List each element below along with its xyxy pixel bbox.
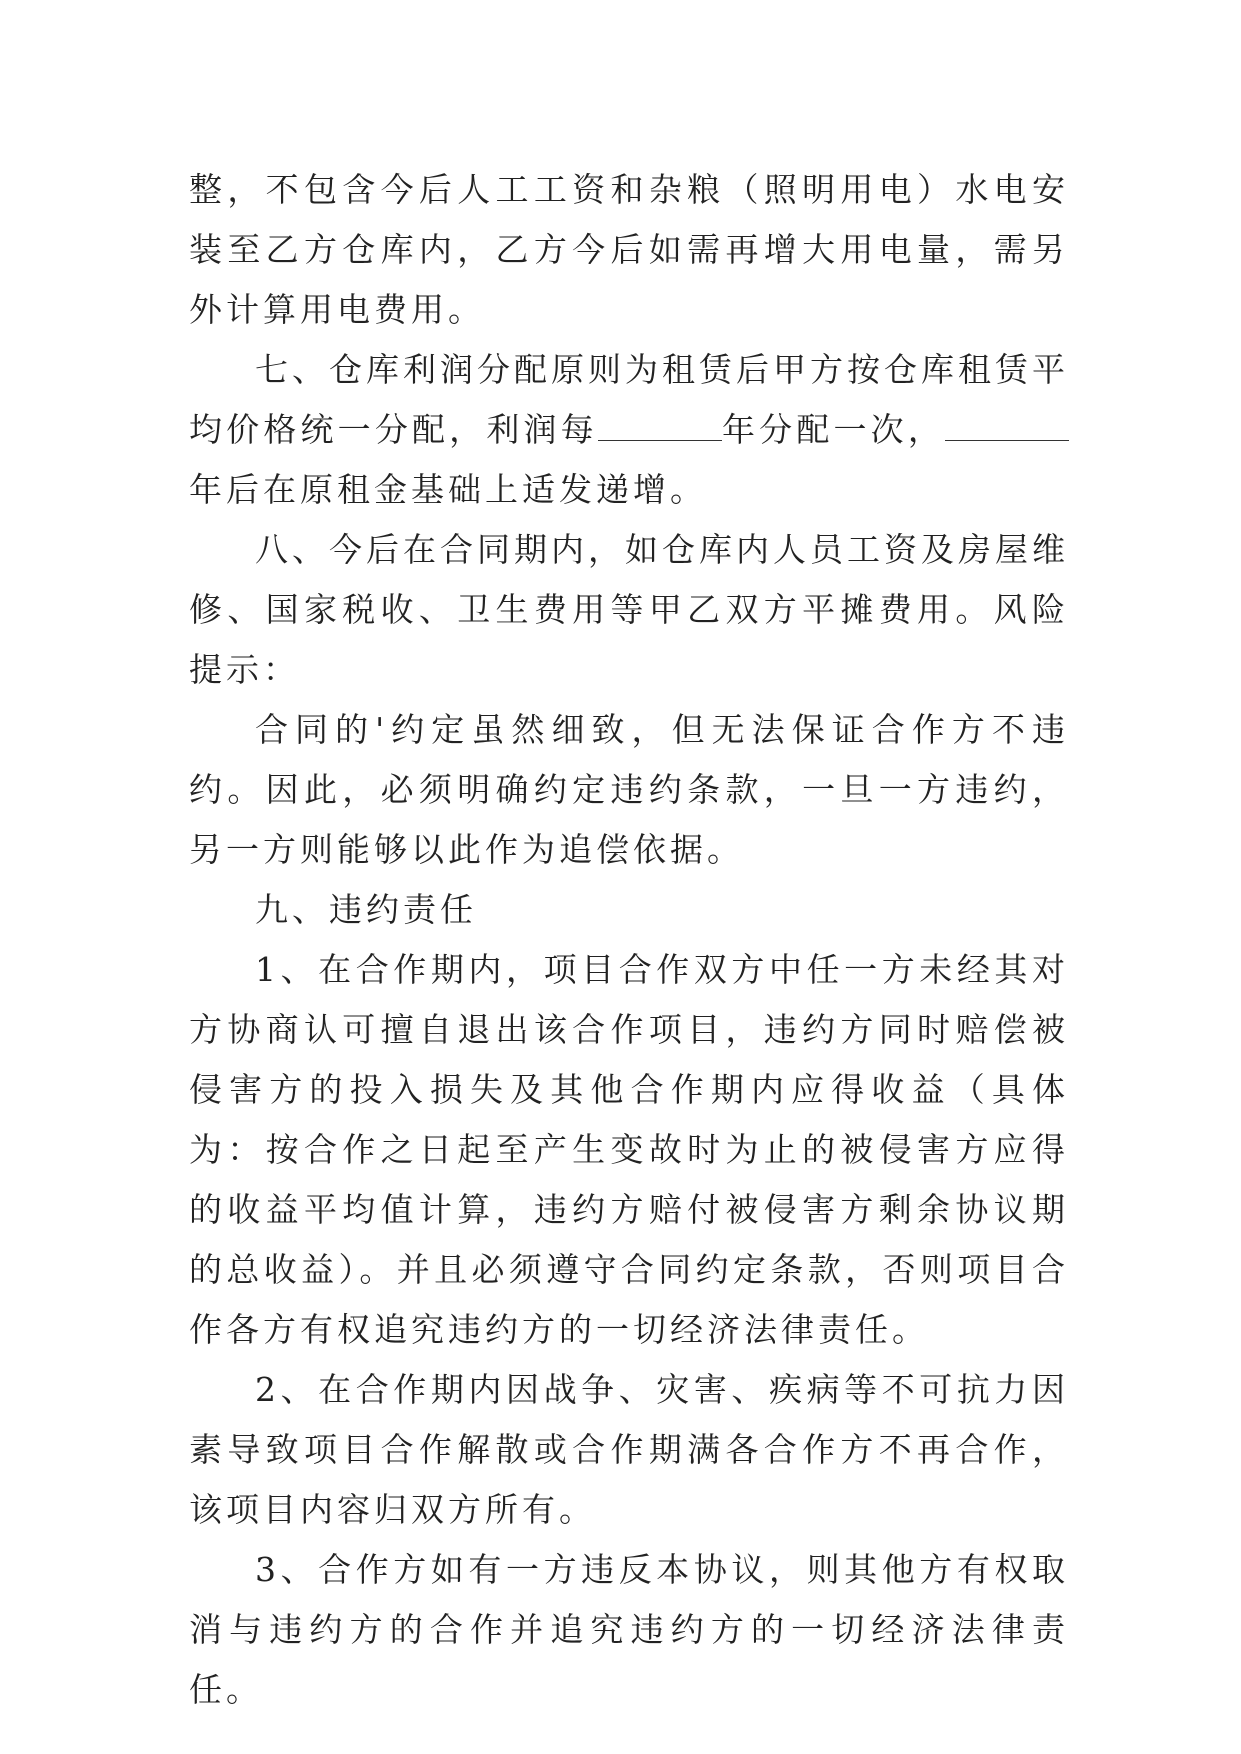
profit-clause-text-start: 七、仓库利润分配原则为租赁后甲方按仓库租赁平均价格统一分配，利润每 (189, 350, 1069, 449)
section-heading-breach-liability: 九、违约责任 (255, 890, 477, 929)
clause-2-force-majeure: 2、在合作期内因战争、灾害、疾病等不可抗力因素导致项目合作解散或合作期满各合作方不再合作，该项目内容归双方所有。 (189, 1370, 1069, 1529)
profit-clause-text-end: 年后在原租金基础上适发递增。 (189, 470, 707, 509)
blank-years-distribution (598, 400, 722, 441)
paragraph-profit-distribution (189, 340, 1069, 520)
paragraph-shared-costs: 八、今后在合同期内，如仓库内人员工资及房屋维修、国家税收、卫生费用等甲乙双方平摊费用。风险提示： (189, 530, 1069, 689)
paragraph-utility-costs: 整，不包含今后人工工资和杂粮（照明用电）水电安装至乙方仓库内，乙方今后如需再增大用电量，需另外计算用电费用。 (189, 170, 1069, 329)
profit-clause-text-middle: 年分配一次， (721, 410, 946, 449)
paragraph-risk-note: 合同的'约定虽然细致，但无法保证合作方不违约。因此，必须明确约定违约条款，一旦一方违约，另一方则能够以此作为追偿依据。 (189, 710, 1069, 869)
document-body (189, 160, 1069, 1720)
clause-1-unilateral-withdrawal: 1、在合作期内，项目合作双方中任一方未经其对方协商认可擅自退出该合作项目，违约方同时赔偿被侵害方的投入损失及其他合作期内应得收益（具体为：按合作之日起至产生变故时为止的被侵害方应得的收益平均值计算，违约方赔付被侵害方剩余协议期的总收益）。并且必须遵守合同约定条款，否则项目合作各方有权追究违约方的一切经济法律责任。 (189, 950, 1069, 1349)
clause-3-breach-termination: 3、合作方如有一方违反本协议，则其他方有权取消与违约方的合作并追究违约方的一切经济法律责任。 (189, 1550, 1069, 1709)
blank-years-increase (945, 400, 1069, 441)
